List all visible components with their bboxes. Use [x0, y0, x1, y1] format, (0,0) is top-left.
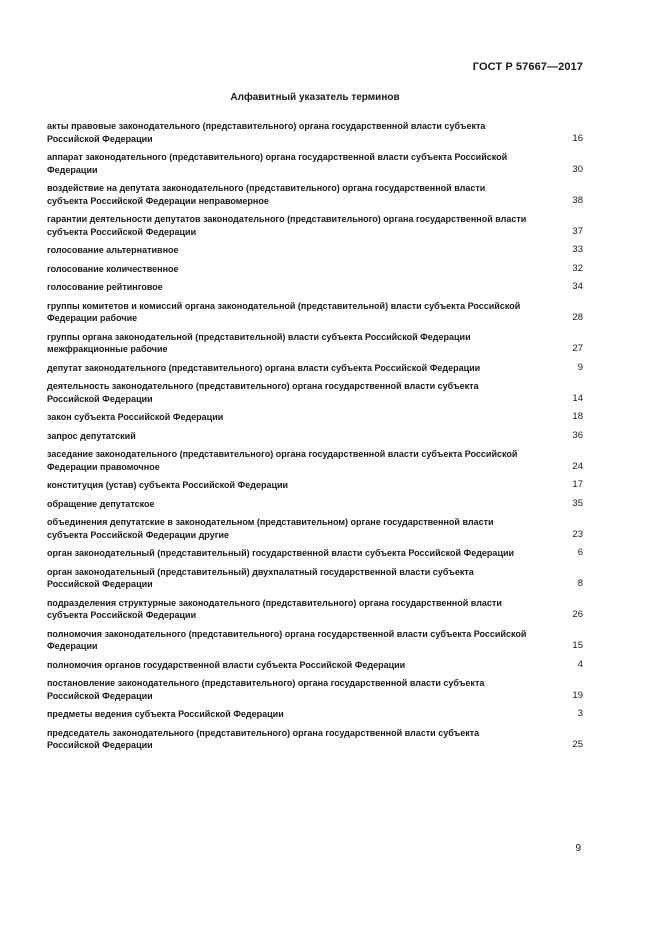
index-term: полномочия органов государственной власти субъекта Российской Федерации [47, 659, 406, 670]
index-entry [47, 628, 583, 653]
index-entry [47, 362, 583, 375]
index-term: деятельность законодательного (представительного) органа государственной власти субъекта Российской Федерации [47, 381, 479, 404]
index-entry [47, 411, 583, 424]
index-term: гарантии деятельности депутатов законодательного (представительного) органа государственной власти субъекта Российской Федерации [47, 214, 527, 237]
index-page-ref: 30 [572, 163, 583, 175]
index-page-ref: 18 [572, 411, 583, 422]
index-entry [47, 448, 583, 473]
index-page-ref: 26 [572, 609, 583, 620]
index-term: предметы ведения субъекта Российской Федерации [47, 709, 284, 719]
index-entry [47, 244, 583, 257]
index-page-ref: 36 [572, 429, 583, 441]
index-entry [47, 677, 583, 702]
index-term: голосование альтернативное [47, 245, 179, 255]
index-page-ref: 8 [577, 578, 583, 589]
index-entry [47, 281, 583, 294]
index-page-ref: 34 [572, 281, 583, 292]
index-entry [47, 516, 583, 541]
index-term: закон субъекта Российской Федерации [47, 412, 224, 422]
index-term: объединения депутатские в законодательном (представительном) органе государственной власти субъекта Российской Федерации другие [47, 517, 494, 540]
index-page-ref: 28 [572, 312, 583, 323]
index-term: акты правовые законодательного (представительного) органа государственной власти субъекта Российской Федерации [47, 121, 486, 144]
index-page-ref: 4 [577, 658, 583, 670]
index-entry [47, 263, 583, 276]
index-term: орган законодательный (представительный) двухпалатный государственной власти субъекта Российской Федерации [47, 566, 474, 589]
index-entry [47, 151, 583, 176]
index-page-ref: 3 [577, 708, 583, 719]
index-term: орган законодательный (представительный) государственной власти субъекта Российской Федерации [47, 548, 515, 558]
index-title: Алфавитный указатель терминов [230, 92, 400, 103]
index-entry [47, 380, 583, 405]
index-page-ref: 6 [577, 547, 583, 558]
index-entry [47, 430, 583, 443]
index-term: заседание законодательного (представительного) органа государственной власти субъекта Российской Федерации правомочное [47, 449, 518, 472]
index-page-ref: 15 [572, 640, 583, 651]
index-entries [47, 120, 583, 752]
index-page-ref: 23 [572, 528, 583, 540]
index-entry [47, 708, 583, 721]
index-term: группы комитетов и комиссий органа законодательной (представительной) власти субъекта Российской Федерации рабочие [47, 300, 521, 323]
index-page-ref: 35 [572, 497, 583, 509]
index-entry [47, 547, 583, 560]
index-term: голосование рейтинговое [47, 282, 163, 292]
index-entry [47, 213, 583, 238]
page-number: 9 [575, 843, 581, 854]
index-page-ref: 19 [572, 689, 583, 701]
index-entry [47, 597, 583, 622]
index-entry [47, 331, 583, 356]
index-entry [47, 498, 583, 511]
index-page-ref: 38 [572, 194, 583, 206]
index-page-ref: 33 [572, 244, 583, 255]
index-entry [47, 659, 583, 672]
index-entry [47, 727, 583, 752]
document-code: ГОСТ Р 57667—2017 [472, 61, 583, 73]
index-term: голосование количественное [47, 263, 179, 274]
index-term: подразделения структурные законодательного (представительного) органа государственной власти субъекта Российской Федерации [47, 597, 502, 620]
index-page-ref: 25 [572, 739, 583, 750]
index-page-ref: 27 [572, 343, 583, 354]
index-entry [47, 182, 583, 207]
index-entry [47, 566, 583, 591]
index-term: запрос депутатский [47, 430, 136, 441]
index-term: аппарат законодательного (представительного) органа государственной власти субъекта Российской Федерации [47, 152, 508, 175]
index-term: воздействие на депутата законодательного (представительного) органа государственной власти субъекта Российской Федерации неправомерное [47, 183, 486, 206]
index-term: полномочия законодательного (представительного) органа государственной власти субъекта Российской Федерации [47, 628, 527, 651]
index-entry [47, 479, 583, 492]
index-page-ref: 24 [572, 460, 583, 472]
index-term: группы органа законодательной (представительной) власти субъекта Российской Федерации межфракционные рабочие [47, 331, 471, 354]
index-term: обращение депутатское [47, 498, 155, 509]
index-term: депутат законодательного (представительного) органа власти субъекта Российской Федерации [47, 362, 481, 373]
index-entry [47, 120, 583, 145]
index-entry [47, 300, 583, 325]
index-term: председатель законодательного (представительного) органа государственной власти субъекта Российской Федерации [47, 727, 480, 750]
index-page-ref: 17 [572, 479, 583, 490]
index-page-ref: 32 [572, 262, 583, 274]
index-term: конституция (устав) субъекта Российской Федерации [47, 480, 289, 490]
index-page-ref: 37 [572, 225, 583, 237]
index-page-ref: 9 [577, 361, 583, 373]
index-page-ref: 14 [572, 392, 583, 404]
index-page-ref: 16 [572, 132, 583, 144]
index-term: постановление законодательного (представительного) органа государственной власти субъекта Российской Федерации [47, 678, 485, 701]
